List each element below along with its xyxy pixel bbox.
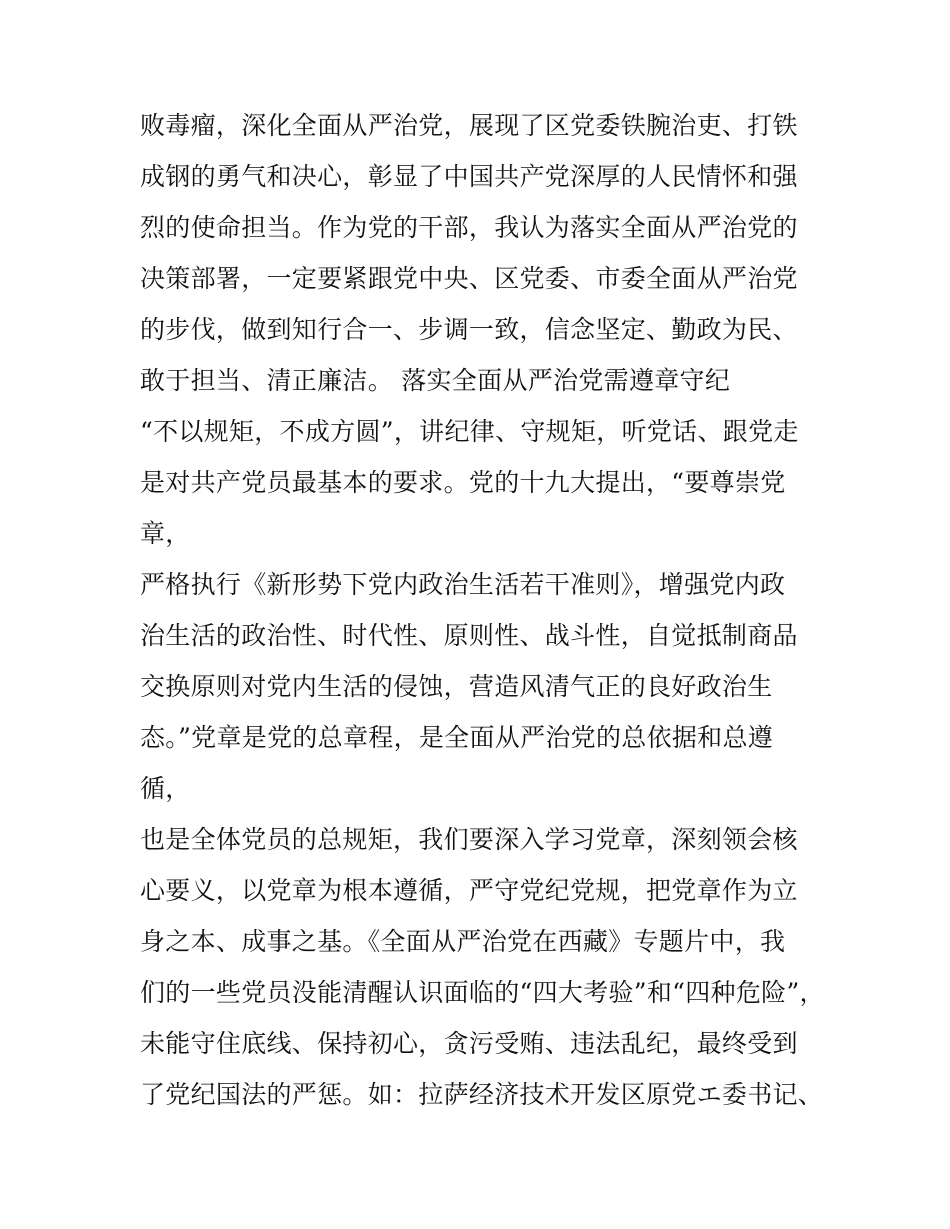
text-line: “不以规矩，不成方圆”，讲纪律、守规矩，听党话、跟党走 — [140, 417, 799, 446]
text-line: 未能守住底线、保持初心，贪污受贿、违法乱纪，最终受到 — [140, 1029, 798, 1058]
text-line: 敢于担当、清正廉洁。 落实全面从严治党需遵章守纪 — [140, 366, 731, 395]
text-line: 们的一些党员没能清醒认识面临的“四大考验”和“四种危险”， — [140, 978, 825, 1007]
text-line: 了党纪国法的严惩。如：拉萨经济技术开发区原党エ委书记、 — [140, 1080, 824, 1109]
text-line: 的步伐，做到知行合一、步调一致，信念坚定、勤政为民、 — [140, 315, 798, 344]
body-text — [140, 100, 825, 1120]
text-line: 决策部署，一定要紧跟党中央、区党委、市委全面从严治党 — [140, 264, 798, 293]
text-line: 治生活的政治性、时代性、原则性、战斗性，自觉抵制商品 — [140, 621, 798, 650]
text-line: 严格执行《新形势下党内政治生活若干准则》，增强党内政 — [140, 570, 786, 599]
text-line: 身之本、成事之基。《全面从严治党在西藏》专题片中，我 — [140, 927, 786, 956]
text-line: 也是全体党员的总规矩，我们要深入学习党章，深刻领会核 — [140, 825, 798, 854]
text-line: 循， — [140, 774, 191, 803]
text-line: 交换原则对党内生活的侵蚀，营造风清气正的良好政治生 — [140, 672, 773, 701]
text-line: 章， — [140, 519, 191, 548]
text-line: 成钢的勇气和决心，彰显了中国共产党深厚的人民情怀和强 — [140, 162, 798, 191]
text-line: 态。”党章是党的总章程，是全面从严治党的总依据和总遵 — [140, 723, 774, 752]
text-line: 心要义，以党章为根本遵循，严守党纪党规，把党章作为立 — [140, 876, 798, 905]
text-line: 是对共产党员最基本的要求。党的十九大提出，“要尊崇党 — [140, 468, 786, 497]
text-line: 败毒瘤，深化全面从严治党，展现了区党委铁腕治吏、打铁 — [140, 111, 798, 140]
text-line: 烈的使命担当。作为党的干部，我认为落实全面从严治党的 — [140, 213, 798, 242]
